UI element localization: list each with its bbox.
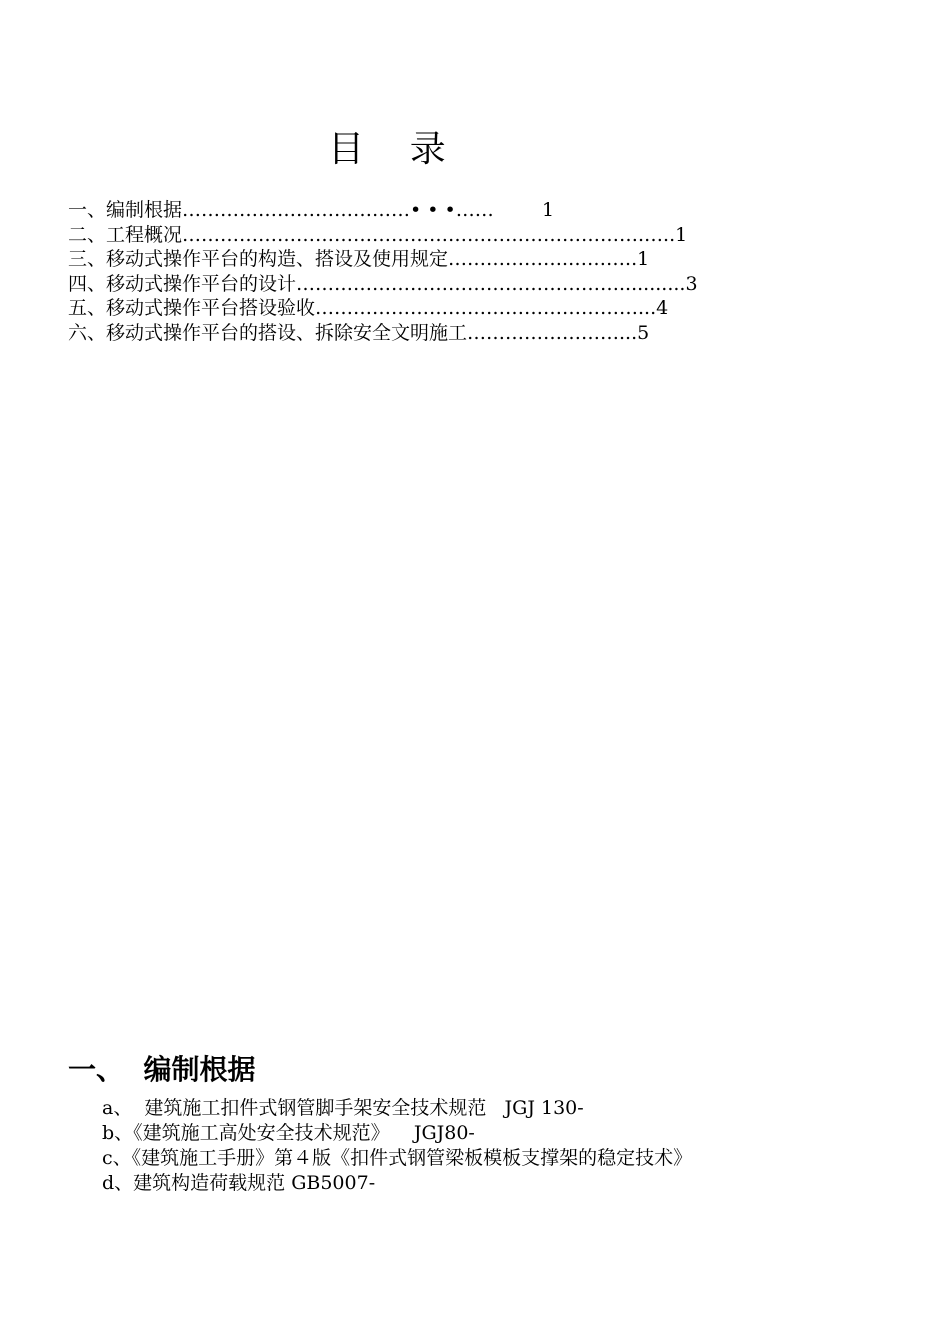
toc-entry-page: 1 xyxy=(675,223,688,246)
toc-list xyxy=(68,198,698,345)
toc-entry[interactable] xyxy=(68,272,698,297)
toc-entry[interactable] xyxy=(68,296,698,321)
toc-entry[interactable] xyxy=(68,198,698,223)
section-heading: 一、 编制根据 xyxy=(68,1053,256,1086)
toc-entry-page: 3 xyxy=(685,272,698,295)
toc-entry-page: 4 xyxy=(656,297,669,319)
toc-entry-title: 一、编制根据 xyxy=(68,199,183,221)
toc-entry-leader: ………………………………• • •…… xyxy=(182,199,494,221)
toc-entry-leader: ……………………... xyxy=(467,321,638,344)
reference-item: b、《建筑施工高处安全技术规范》 JGJ80- xyxy=(102,1122,475,1144)
toc-entry-title: 二、工程概况 xyxy=(68,223,183,246)
toc-entry-title: 六、移动式操作平台的搭设、拆除安全文明施工 xyxy=(68,321,468,344)
reference-item: a、 建筑施工扣件式钢管脚手架安全技术规范 JGJ 130- xyxy=(102,1097,584,1119)
toc-entry-title: 四、移动式操作平台的设计 xyxy=(68,272,297,295)
toc-entry-leader: ……………………………………………........... xyxy=(296,272,686,295)
toc-entry-page: 5 xyxy=(637,321,650,344)
toc-title: 目 录 xyxy=(328,129,446,170)
toc-entry-title: 三、移动式操作平台的构造、搭设及使用规定 xyxy=(68,248,449,270)
reference-list xyxy=(102,1096,692,1196)
toc-entry[interactable] xyxy=(68,321,698,346)
reference-item: c、《建筑施工手册》第４版《扣件式钢管梁板模板支撑架的稳定技术》 xyxy=(102,1147,693,1169)
toc-entry-page: 1 xyxy=(637,248,650,270)
toc-entry-gap xyxy=(494,199,542,221)
toc-entry[interactable] xyxy=(68,223,698,248)
toc-entry-page: 1 xyxy=(542,199,555,221)
reference-item: d、建筑构造荷载规范 GB5007- xyxy=(102,1172,376,1194)
toc-entry-leader: ……………………………………………………………….….. xyxy=(182,223,676,246)
toc-entry-leader: ……………………………………………... xyxy=(315,297,657,319)
toc-entry-title: 五、移动式操作平台搭设验收 xyxy=(68,297,316,319)
toc-entry[interactable] xyxy=(68,247,698,272)
toc-entry-leader: ……………….……….. xyxy=(448,248,638,270)
